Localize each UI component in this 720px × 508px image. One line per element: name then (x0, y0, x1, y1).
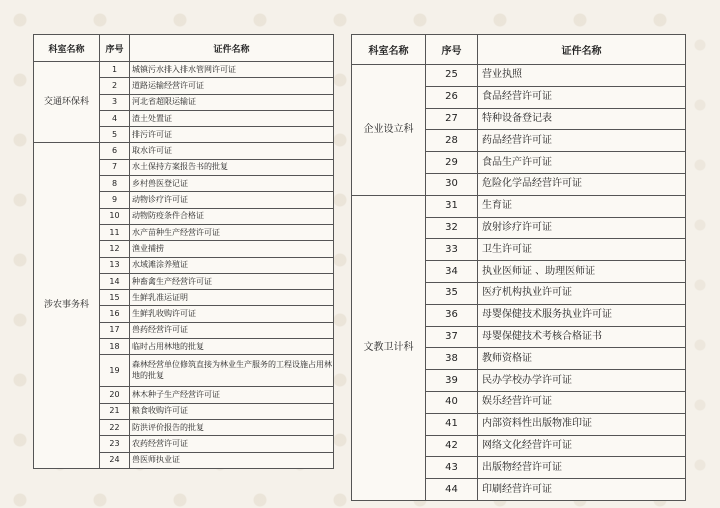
license-name: 农药经营许可证 (130, 436, 334, 452)
table-row (352, 65, 686, 87)
license-table-left (33, 34, 334, 469)
license-name: 放射诊疗许可证 (478, 217, 686, 239)
license-name: 生鲜乳收购许可证 (130, 306, 334, 322)
row-number: 24 (100, 452, 130, 468)
row-number: 43 (426, 457, 478, 479)
row-number: 1 (100, 62, 130, 78)
dept-cell: 涉农事务科 (34, 143, 100, 468)
left-table-body (34, 62, 334, 469)
header-dept: 科室名称 (352, 35, 426, 65)
row-number: 32 (426, 217, 478, 239)
dept-cell: 交通环保科 (34, 62, 100, 143)
row-number: 6 (100, 143, 130, 159)
header-dept: 科室名称 (34, 35, 100, 62)
dept-cell: 企业设立科 (352, 65, 426, 196)
table-header-row (352, 35, 686, 65)
license-name: 粮食收购许可证 (130, 403, 334, 419)
license-name: 食品经营许可证 (478, 86, 686, 108)
license-name: 生鲜乳准运证明 (130, 290, 334, 306)
row-number: 27 (426, 108, 478, 130)
row-number: 15 (100, 290, 130, 306)
license-name: 药品经营许可证 (478, 130, 686, 152)
license-name: 内部资料性出版物准印证 (478, 413, 686, 435)
header-number: 序号 (100, 35, 130, 62)
row-number: 12 (100, 241, 130, 257)
license-name: 乡村兽医登记证 (130, 176, 334, 192)
license-name: 渔业捕捞 (130, 241, 334, 257)
row-number: 41 (426, 413, 478, 435)
license-name: 网络文化经营许可证 (478, 435, 686, 457)
row-number: 34 (426, 261, 478, 283)
license-name: 兽药经营许可证 (130, 322, 334, 338)
row-number: 22 (100, 419, 130, 435)
license-name: 临时占用林地的批复 (130, 339, 334, 355)
row-number: 16 (100, 306, 130, 322)
license-name: 动物诊疗许可证 (130, 192, 334, 208)
header-number: 序号 (426, 35, 478, 65)
row-number: 17 (100, 322, 130, 338)
license-name: 母婴保健技术服务执业许可证 (478, 304, 686, 326)
license-name: 河北省超限运输证 (130, 94, 334, 110)
header-license-name: 证件名称 (478, 35, 686, 65)
license-name: 排污许可证 (130, 127, 334, 143)
license-table-right (351, 34, 686, 501)
license-name: 水域滩涂养殖证 (130, 257, 334, 273)
row-number: 38 (426, 348, 478, 370)
row-number: 7 (100, 159, 130, 175)
row-number: 26 (426, 86, 478, 108)
row-number: 8 (100, 176, 130, 192)
license-name: 取水许可证 (130, 143, 334, 159)
license-name: 种畜禽生产经营许可证 (130, 273, 334, 289)
row-number: 30 (426, 173, 478, 195)
license-name: 民办学校办学许可证 (478, 370, 686, 392)
row-number: 20 (100, 387, 130, 403)
license-name: 危险化学品经营许可证 (478, 173, 686, 195)
license-name: 食品生产许可证 (478, 152, 686, 174)
license-name: 执业医师证 、助理医师证 (478, 261, 686, 283)
row-number: 29 (426, 152, 478, 174)
license-name: 防洪评价报告的批复 (130, 419, 334, 435)
license-name: 水土保持方案报告书的批复 (130, 159, 334, 175)
table-row (34, 62, 334, 78)
row-number: 33 (426, 239, 478, 261)
license-name: 水产苗种生产经营许可证 (130, 224, 334, 240)
row-number: 5 (100, 127, 130, 143)
row-number: 2 (100, 78, 130, 94)
table-row (34, 143, 334, 159)
row-number: 37 (426, 326, 478, 348)
row-number: 3 (100, 94, 130, 110)
dept-cell: 文教卫计科 (352, 195, 426, 500)
row-number: 23 (100, 436, 130, 452)
license-name: 母婴保健技术考核合格证书 (478, 326, 686, 348)
row-number: 21 (100, 403, 130, 419)
row-number: 14 (100, 273, 130, 289)
license-name: 城镇污水排入排水管网许可证 (130, 62, 334, 78)
license-name: 道路运输经营许可证 (130, 78, 334, 94)
license-name: 教师资格证 (478, 348, 686, 370)
row-number: 11 (100, 224, 130, 240)
license-name: 医疗机构执业许可证 (478, 282, 686, 304)
license-name: 印刷经营许可证 (478, 479, 686, 501)
right-table-body (352, 65, 686, 501)
table-row (352, 195, 686, 217)
row-number: 4 (100, 110, 130, 126)
row-number: 36 (426, 304, 478, 326)
license-name: 渣土处置证 (130, 110, 334, 126)
license-name: 娱乐经营许可证 (478, 391, 686, 413)
row-number: 9 (100, 192, 130, 208)
row-number: 10 (100, 208, 130, 224)
row-number: 25 (426, 65, 478, 87)
row-number: 19 (100, 355, 130, 387)
license-name: 生育证 (478, 195, 686, 217)
license-name: 出版物经营许可证 (478, 457, 686, 479)
row-number: 28 (426, 130, 478, 152)
table-header-row (34, 35, 334, 62)
license-name: 卫生许可证 (478, 239, 686, 261)
row-number: 18 (100, 339, 130, 355)
license-name: 森林经营单位修筑直接为林业生产服务的工程设施占用林地的批复 (130, 355, 334, 387)
row-number: 39 (426, 370, 478, 392)
license-name: 特种设备登记表 (478, 108, 686, 130)
row-number: 31 (426, 195, 478, 217)
license-name: 营业执照 (478, 65, 686, 87)
header-license-name: 证件名称 (130, 35, 334, 62)
row-number: 40 (426, 391, 478, 413)
row-number: 44 (426, 479, 478, 501)
license-name: 动物防疫条件合格证 (130, 208, 334, 224)
license-name: 兽医师执业证 (130, 452, 334, 468)
license-name: 林木种子生产经营许可证 (130, 387, 334, 403)
row-number: 42 (426, 435, 478, 457)
row-number: 13 (100, 257, 130, 273)
row-number: 35 (426, 282, 478, 304)
